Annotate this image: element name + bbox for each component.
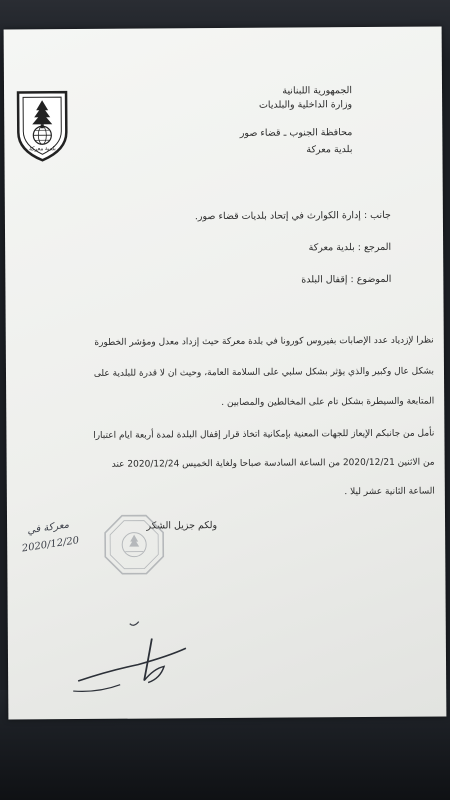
closing-thanks: ولكم جزيل الشكر — [146, 520, 218, 532]
header-line-governorate: محافظة الجنوب ـ قضاء صور — [239, 127, 353, 139]
reference: المرجع : بلدية معركة — [308, 241, 392, 254]
municipality-emblem-icon — [12, 84, 73, 164]
signature-icon — [68, 618, 199, 709]
emblem-caption: بلدية معركة — [29, 146, 56, 153]
body-line: المتابعة والسيطرة بشكل تام على المخالطين والمصابين . — [221, 396, 435, 409]
letter-sheet — [4, 26, 447, 719]
header-line-republic: الجمهورية اللبنانية — [282, 85, 353, 97]
handwritten-date-note: معركة في 2020/12/20 — [21, 519, 80, 555]
body-line: بشكل عال وكبير والذي يؤثر بشكل سلبي على السلامة العامة، وحيث ان لا قدرة للبلدية على — [93, 366, 435, 379]
official-stamp-icon — [103, 513, 165, 575]
body-line: الساعة الثانية عشر ليلا . — [344, 486, 435, 498]
addressee: جانب : إدارة الكوارث في إتحاد بلديات قضاء صور. — [194, 209, 391, 223]
body-line: من الاثنين 2020/12/21 من الساعة السادسة صباحا ولغاية الخميس 2020/12/24 عند — [111, 457, 435, 470]
body-line: نأمل من جانبكم الإيعاز للجهات المعنية بإمكانية اتخاذ قرار إقفال البلدة لمدة أربعة ايام اعتبارا — [93, 428, 435, 441]
header-line-municipality: بلدية معركة — [306, 144, 353, 156]
subject: الموضوع : إقفال البلدة — [301, 273, 392, 286]
body-line: نظرا لإزدياد عدد الإصابات بفيروس كورونا في بلدة معركة حيث إزداد معدل ومؤشر الخطورة — [94, 335, 434, 348]
header-line-ministry: وزارة الداخلية والبلديات — [258, 99, 353, 111]
